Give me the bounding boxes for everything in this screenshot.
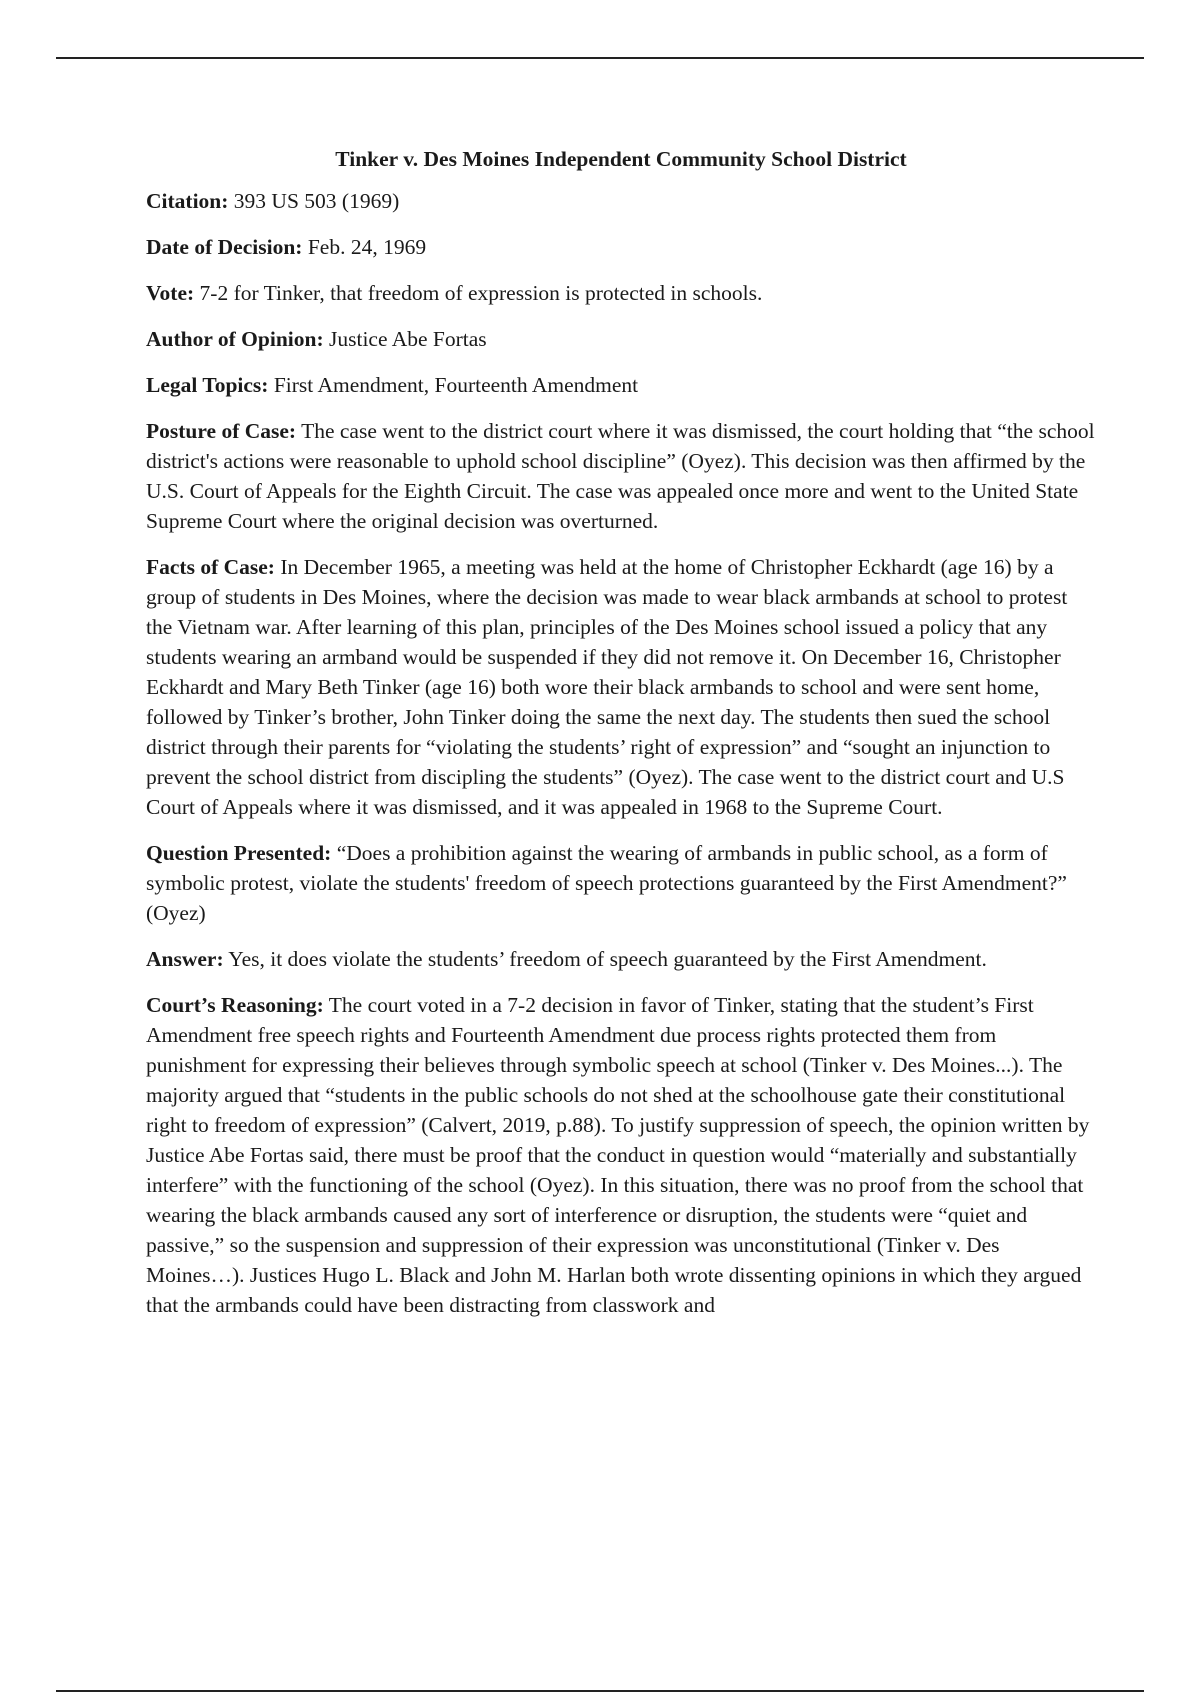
- field-text: The court voted in a 7-2 decision in favor of Tinker, stating that the student’s First Amendment free speech rights and Fourteenth Amendment due process rights protected them from punishment for expressing their believes through symbolic speech at school (Tinker v. Des Moines...). The majority argued that “students in the public schools do not shed at the schoolhouse gate their constitutional right to freedom of expression” (Calvert, 2019, p.88). To justify suppression of speech, the opinion written by Justice Abe Fortas said, there must be proof that the conduct in question would “materially and substantially interfere” with the functioning of the school (Oyez). In this situation, there was no proof from the school that wearing the black armbands caused any sort of interference or disruption, the students were “quiet and passive,” so the suspension and suppression of their expression was unconstitutional (Tinker v. Des Moines…). Justices Hugo L. Black and John M. Harlan both wrote dissenting opinions in which they argued that the armbands could have been distracting from classwork and: [146, 993, 1090, 1317]
- top-rule: [56, 57, 1144, 59]
- document-title: Tinker v. Des Moines Independent Community School District: [335, 147, 907, 171]
- field-label: Posture of Case:: [146, 419, 297, 443]
- field-text: Yes, it does violate the students’ freedom of speech guaranteed by the First Amendment.: [228, 947, 987, 971]
- vote-field: [146, 278, 1096, 308]
- date-of-decision-field: [146, 232, 1096, 262]
- bottom-rule: [56, 1690, 1144, 1692]
- answer-field: [146, 944, 1096, 974]
- field-label: Date of Decision:: [146, 235, 303, 259]
- question-presented-field: [146, 838, 1096, 928]
- case-brief: [146, 144, 1096, 1336]
- field-text: Feb. 24, 1969: [307, 235, 427, 259]
- courts-reasoning-field: [146, 990, 1096, 1320]
- posture-of-case-field: [146, 416, 1096, 536]
- field-label: Author of Opinion:: [146, 327, 324, 351]
- citation-field: [146, 186, 1096, 216]
- field-text: Justice Abe Fortas: [329, 327, 487, 351]
- legal-topics-field: [146, 370, 1096, 400]
- facts-of-case-field: [146, 552, 1096, 822]
- field-label: Answer:: [146, 947, 224, 971]
- field-text: In December 1965, a meeting was held at the home of Christopher Eckhardt (age 16) by a group of students in Des Moines, where the decision was made to wear black armbands at school to protest the Vietnam war. After learning of this plan, principles of the Des Moines school issued a policy that any students wearing an armband would be suspended if they did not remove it. On December 16, Christopher Eckhardt and Mary Beth Tinker (age 16) both wore their black armbands to school and were sent home, followed by Tinker’s brother, John Tinker doing the same the next day. The students then sued the school district through their parents for “violating the students’ right of expression” and “sought an injunction to prevent the school district from discipling the students” (Oyez). The case went to the district court and U.S Court of Appeals where it was dismissed, and it was appealed in 1968 to the Supreme Court.: [146, 555, 1068, 819]
- field-label: Question Presented:: [146, 841, 332, 865]
- field-text: First Amendment, Fourteenth Amendment: [273, 373, 639, 397]
- field-label: Legal Topics:: [146, 373, 269, 397]
- field-label: Vote:: [146, 281, 195, 305]
- field-text: The case went to the district court where it was dismissed, the court holding that “the school district's actions were reasonable to uphold school discipline” (Oyez). This decision was then affirmed by the U.S. Court of Appeals for the Eighth Circuit. The case was appealed once more and went to the United State Supreme Court where the original decision was overturned.: [146, 419, 1095, 533]
- field-text: 393 US 503 (1969): [233, 189, 400, 213]
- field-text: “Does a prohibition against the wearing of armbands in public school, as a form of symbolic protest, violate the students' freedom of speech protections guaranteed by the First Amendment?” (Oyez): [146, 841, 1067, 925]
- field-label: Facts of Case:: [146, 555, 275, 579]
- author-of-opinion-field: [146, 324, 1096, 354]
- field-label: Court’s Reasoning:: [146, 993, 324, 1017]
- field-text: 7-2 for Tinker, that freedom of expression is protected in schools.: [199, 281, 763, 305]
- field-label: Citation:: [146, 189, 229, 213]
